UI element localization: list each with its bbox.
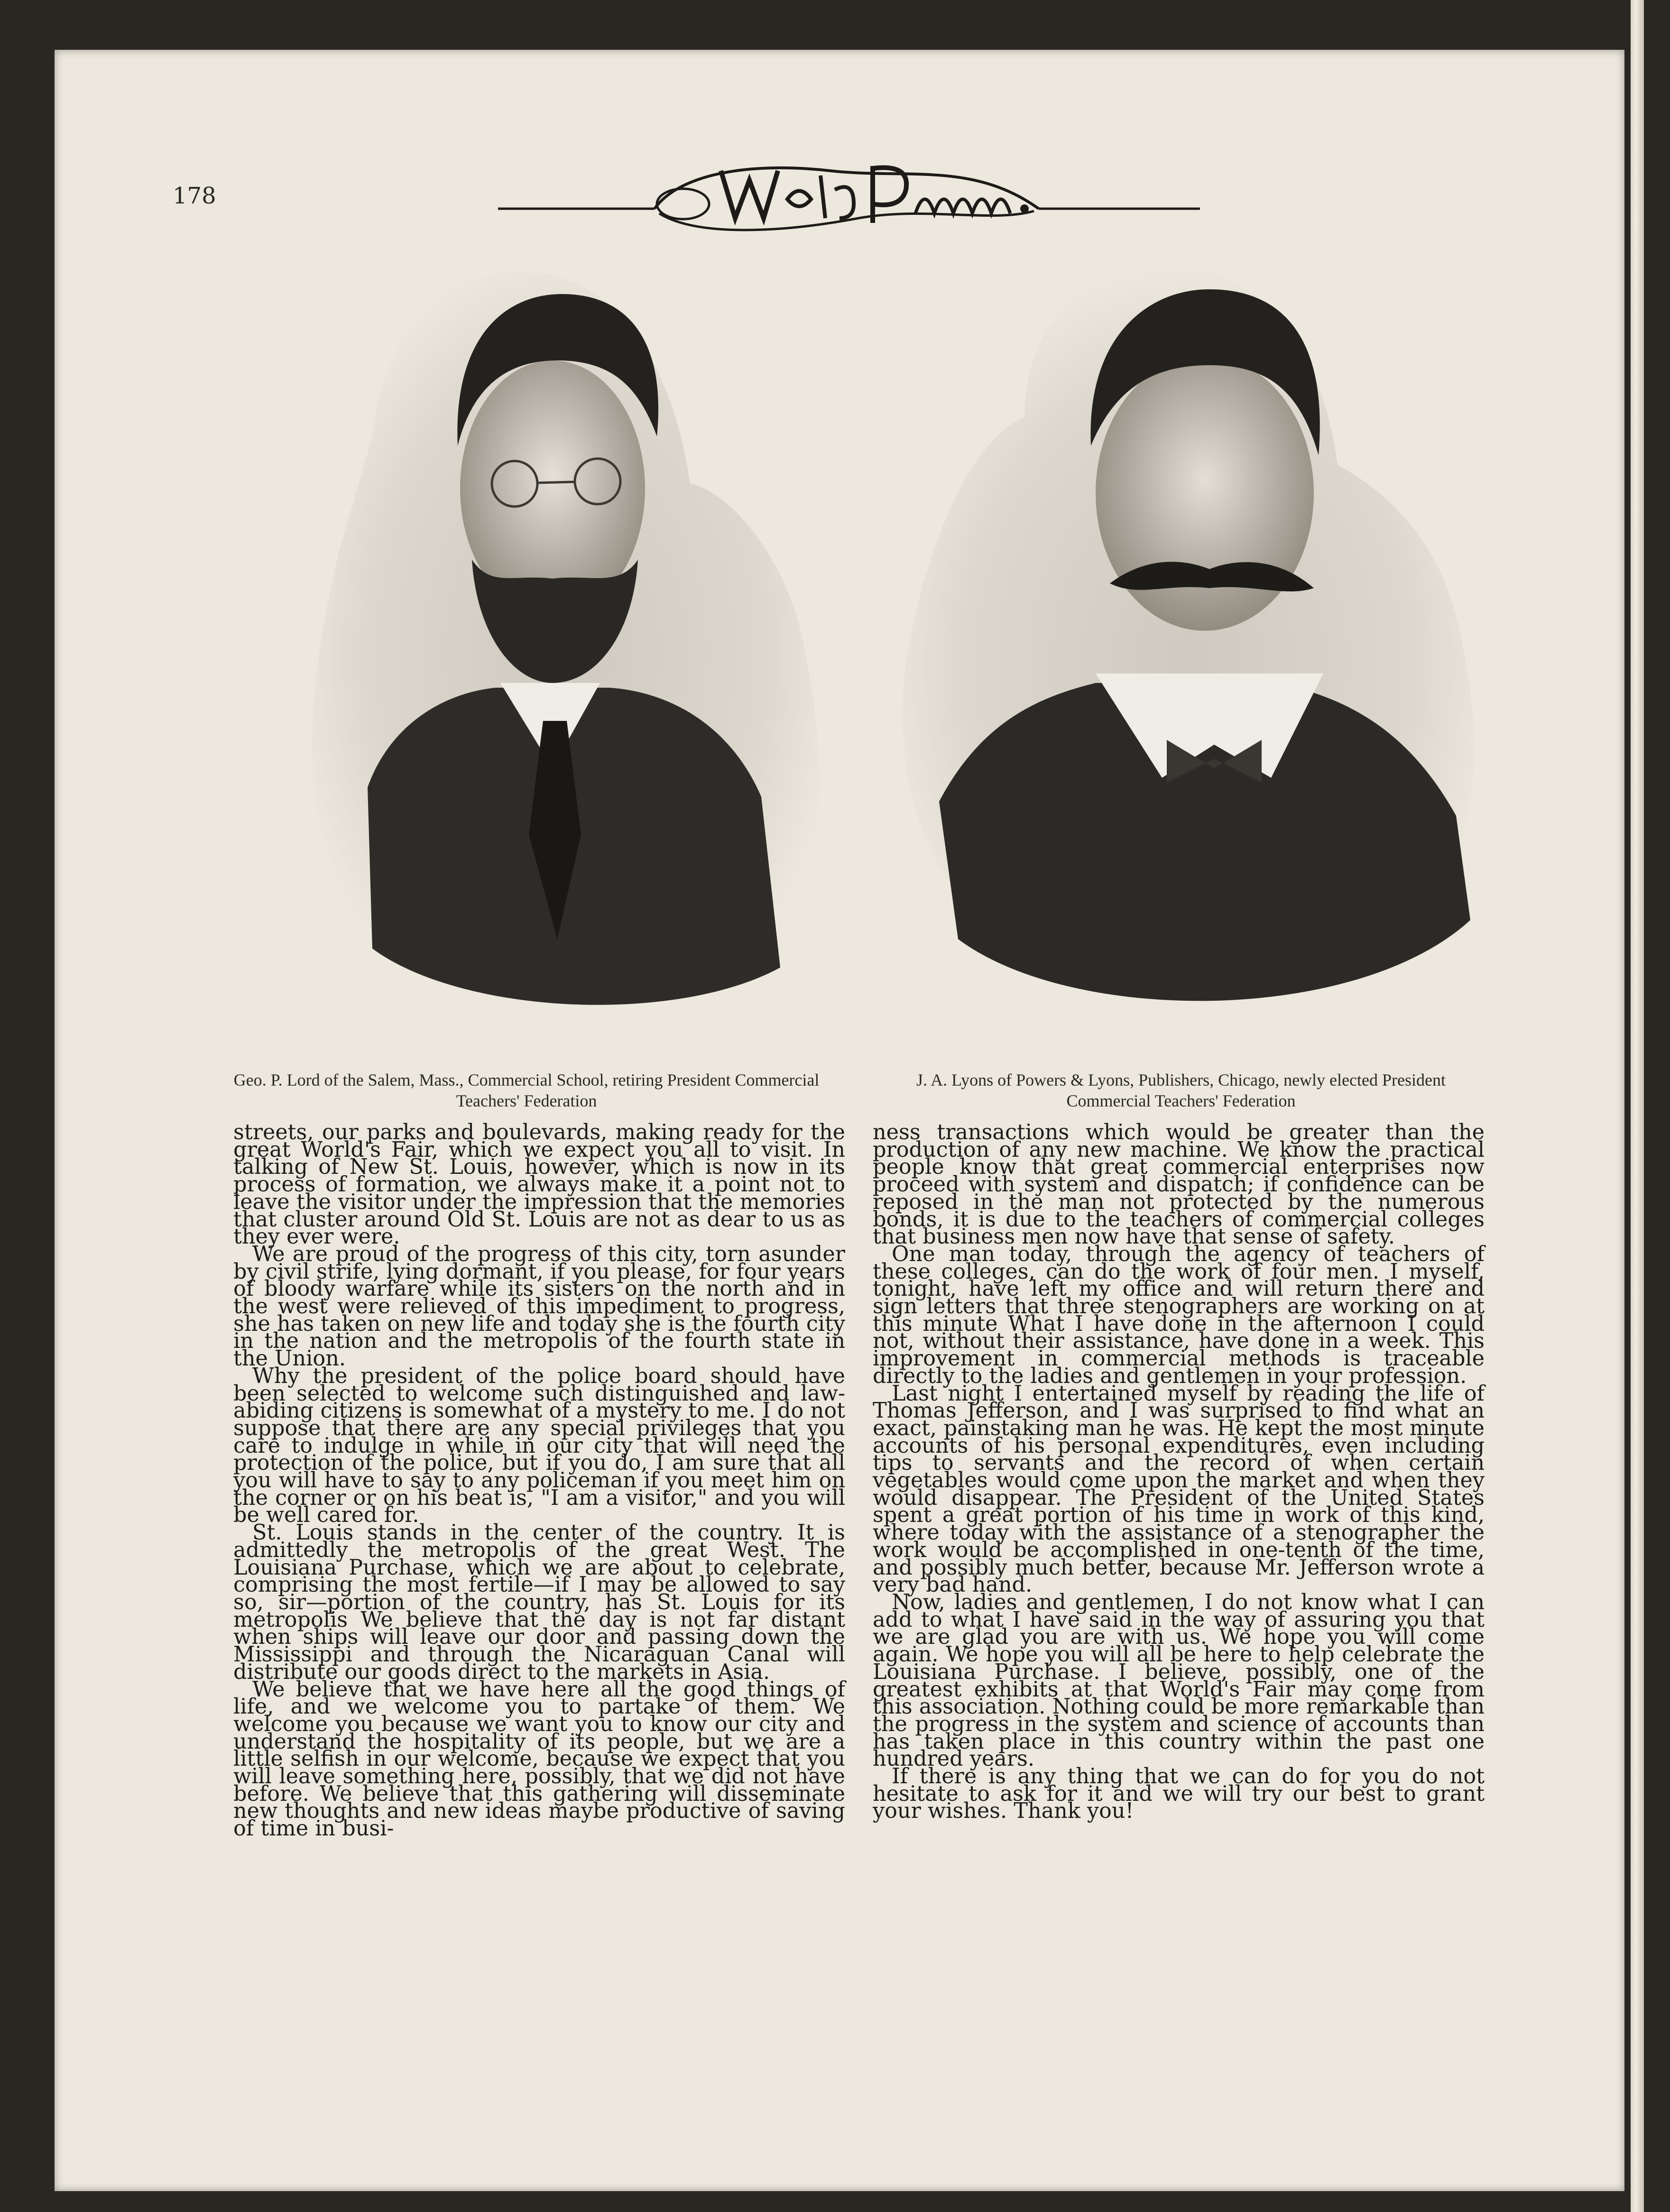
page-edge — [1631, 0, 1644, 2212]
paragraph: One man today, through the agency of teachers of these colleges, can do the work of four men. I myself, tonight, have left my office and will return there and sign letters that three stenographers are working on at this minute What I have done in the afternoon I could not, without their assistance, have done in a week. This improvement in commercial methods is traceable directly to the ladies and gentlemen in your profession. — [873, 1242, 1485, 1388]
paragraph: streets, our parks and boulevards, making ready for the great World's Fair, which we expect you all to visit. In talking of New St. Louis, however, which is now in its process of formation, we always make it a point not to leave the visitor under the impression that the memories that cluster around Old St. Louis are not as dear to us as they ever were. — [233, 1120, 845, 1249]
paragraph: St. Louis stands in the center of the country. It is admittedly the metropolis of the great West. The Louisiana Purchase, which we are about to celebrate, comprising the most fertile—if I may be allowed to say so, sir—portion of the country, has St. Louis for its metropolis We believe that the day is not far distant when ships will leave our door and passing down the Mississippi and through the Nicaraguan Canal will distribute our goods direct to the markets in Asia. — [233, 1521, 845, 1684]
portrait-geo-p-lord — [249, 266, 851, 1034]
page-number: 178 — [173, 183, 216, 209]
portrait-j-a-lyons — [882, 256, 1489, 1024]
paragraph: Why the president of the police board should have been selected to welcome such distinguished and law-abiding citizens is somewhat of a mystery to me. I do not suppose that there are any special privileges that you care to indulge in while in our city that will need the protection of the police, but if you do, I am sure that all you will have to say to any policeman if you meet him on the corner or on his beat is, "I am a visitor," and you will be well cared for. — [233, 1364, 845, 1528]
caption-left: Geo. P. Lord of the Salem, Mass., Commercial School, retiring President Commercial Teachers' Federation — [233, 1070, 820, 1110]
paragraph: We are proud of the progress of this city, torn asunder by civil strife, lying dormant, if you please, for four years of bloody warfare while its sisters on the north and in the west were relieved of this impediment to progress, she has taken on new life and today she is the fourth city in the nation and the metropolis of the fourth state in the Union. — [233, 1242, 845, 1371]
masthead-logo — [498, 142, 1200, 242]
article-column-right — [873, 1120, 1485, 1824]
paragraph: Last night I entertained myself by reading the life of Thomas Jefferson, and I was surprised to find what an exact, painstaking man he was. He kept the most minute accounts of his personal expenditures, even including tips to servants and the record of when certain vegetables would come upon the market and when they would disappear. The President of the United States spent a great portion of his time in work of this kind, where today with the assistance of a stenographer the work would be accomplished in one-tenth of the time, and possibly much better, because Mr. Jefferson wrote a very bad hand. — [873, 1381, 1485, 1597]
article-column-left — [233, 1120, 845, 1841]
paragraph: If there is any thing that we can do for you do not hesitate to ask for it and we will try our best to grant your wishes. Thank you! — [873, 1764, 1485, 1824]
caption-right: J. A. Lyons of Powers & Lyons, Publishers, Chicago, newly elected President Commercial Teachers' Federation — [916, 1070, 1446, 1110]
paragraph: ness transactions which would be greater than the production of any new machine. We know the practical people know that great commercial enterprises now proceed with system and dispatch; if confidence can be reposed in the man not protected by the numerous bonds, it is due to the teachers of commercial colleges that business men now have that sense of safety. — [873, 1120, 1485, 1249]
paragraph: We believe that we have here all the good things of life, and we welcome you to partake of them. We welcome you because we want you to know our city and understand the hospitality of its people, but we are a little selfish in our welcome, because we expect that you will leave something here, possibly, that we did not have before. We believe that this gathering will disseminate new thoughts and new ideas maybe productive of saving of time in busi- — [233, 1677, 845, 1841]
paragraph: Now, ladies and gentlemen, I do not know what I can add to what I have said in the way of assuring you that we are glad you are with us. We hope you will come again. We hope you will all be here to help celebrate the Louisiana Purchase. I believe, possibly, one of the greatest exhibits at that World's Fair may come from this association. Nothing could be more remarkable than the progress in the system and science of accounts than has taken place in this country within the past one hundred years. — [873, 1590, 1485, 1771]
